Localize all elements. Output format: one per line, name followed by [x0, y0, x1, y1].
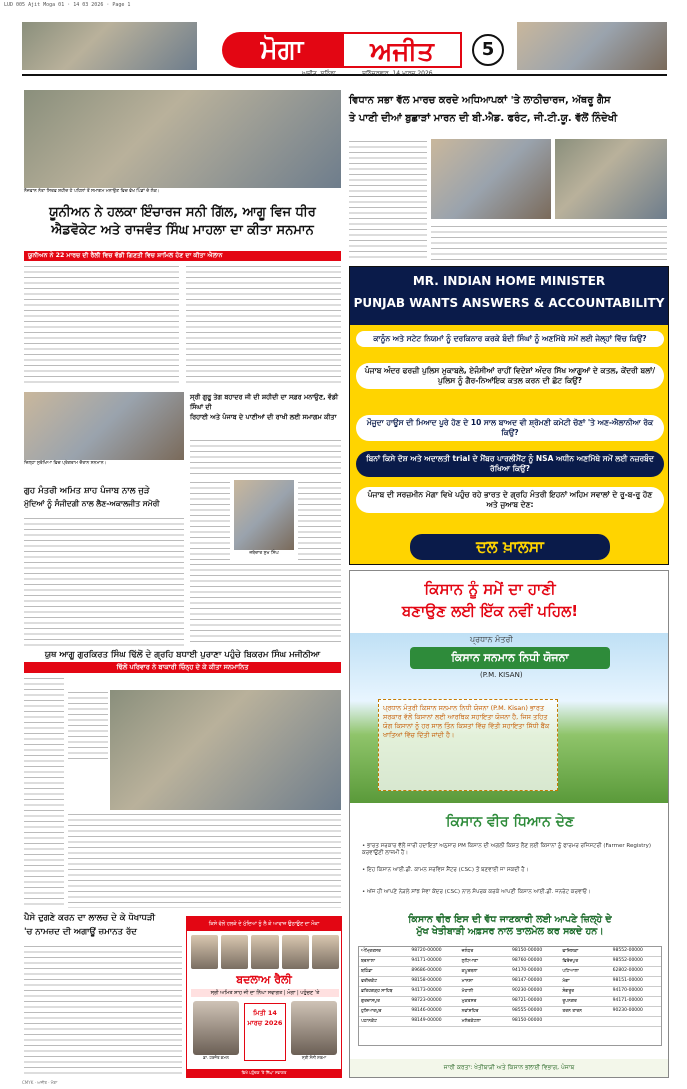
ad3-top-banner: ਕਿਸੇ ਵੱਲੋਂ ਹਲਕੇ ਦੇ ਮੁੱਦਿਆਂ ਨੂੰ ਲੈ ਕੇ ਆਵਾਜ਼ ਉਠਾਉਣ ਦਾ ਮੌਕਾ: [187, 917, 341, 931]
ad3-welcome-line: ਸ੍ਰੀ ਅਮਿਤ ਸ਼ਾਹ ਜੀ ਦਾ ਨਿੱਘਾ ਸਵਾਗਤ | ਮੋਗਾ | ਪਹੁੰਚਣ 'ਤੇ: [191, 989, 339, 997]
table-cell: 98149-00000: [411, 1018, 442, 1023]
table-cell: 98721-00000: [511, 998, 543, 1003]
table-cell: 98151-00000: [612, 978, 643, 983]
table-cell: ਕਪੂਰਥਲਾ: [461, 969, 478, 974]
story4-headline-2: ਰਿਹਾਈ ਅਤੇ ਪੰਜਾਬ ਦੇ ਪਾਣੀਆਂ ਦੀ ਰਾਖੀ ਲਈ ਸਮਾਗਮ ਕੀਤਾ: [190, 413, 337, 421]
ad2-bullet-2: • ਇਹ ਕਿਸਾਨ ਆਈ.ਡੀ. ਕਾਮਨ ਸਰਵਿਸ ਸੈਂਟਰ (CSC) ਤੋਂ ਬਣਵਾਈ ਜਾ ਸਕਦੀ ਹੈ।: [362, 867, 529, 873]
story5-headline: ਯੁਥ ਆਗੂ ਗੁਰਕਿਰਤ ਸਿੰਘ ਢਿੱਲੋਂ ਦੇ ਗ੍ਰਹਿ ਬਧਾਈ ਪੁਰਾਣਾ ਪਹੁੰਚੇ ਬਿਕਰਮ ਸਿੰਘ ਮਜੀਠੀਆ: [44, 650, 321, 660]
ad1-footer-logo: ਦਲ ਖ਼ਾਲਸਾ: [410, 534, 610, 560]
table-row: [359, 987, 661, 997]
table-cell: ਮੋਹਾਲੀ: [461, 989, 474, 994]
story2-body: [349, 139, 427, 259]
table-cell: ਪਟਿਆਲਾ: [562, 969, 579, 974]
ad2-cta: [362, 914, 658, 938]
ad2-scheme-name: ਕਿਸਾਨ ਸਨਮਾਨ ਨਿਧੀ ਯੋਜਨਾ: [410, 647, 610, 669]
ad2-headline-1: ਕਿਸਾਨ ਨੂੰ ਸਮੇਂ ਦਾ ਹਾਣੀ: [424, 580, 556, 598]
table-cell: ਫਿਰੋਜ਼ਪੁਰ: [562, 959, 579, 964]
ad1-question-3: ਮੌਜੂਦਾ ਹਾਊਸ ਦੀ ਮਿਆਦ ਪੂਰੇ ਹੋਣ ਦੇ 10 ਸਾਲ ਬਾਅਦ ਵੀ ਸ਼੍ਰੋਮਣੀ ਕਮੇਟੀ ਚੋਣਾਂ 'ਤੇ ਅਣ-ਐਲਾਨੀਆ ਰੋਕ ਕਿਉਂ?: [356, 415, 664, 441]
story6-headline-2: 'ਚ ਨਾਮਜ਼ਦ ਦੀ ਅਗਾਊਂ ਜ਼ਮਾਨਤ ਰੱਦ: [24, 927, 137, 937]
table-cell: 89686-00000: [411, 968, 442, 973]
story2-photo-1: [431, 139, 551, 219]
ad-badlav-rally: [186, 916, 342, 1078]
table-row: [359, 1017, 661, 1027]
ad2-bullet-1: • ਭਾਰਤ ਸਰਕਾਰ ਵੱਲੋਂ ਜਾਰੀ ਹਦਾਇਤਾਂ ਅਨੁਸਾਰ PM ਕਿਸਾਨ ਦੀ ਅਗਲੀ ਕਿਸ਼ਤ ਲੈਣ ਲਈ ਕਿਸਾਨਾਂ ਨੂੰ ਫਾਰਮਰ ਰਜਿਸਟਰੀ (Farmer Registry) ਕਰਵਾਉਣੀ ਲਾਜ਼ਮੀ ਹੈ।: [362, 843, 652, 856]
ad2-pm-kisan: (P.M. KISAN): [480, 671, 523, 679]
table-cell: 62802-00000: [612, 968, 643, 973]
table-row: [359, 1007, 661, 1017]
table-cell: 90230-00000: [511, 988, 543, 993]
story1-body-right: [186, 264, 341, 384]
table-cell: 98150-00000: [511, 1018, 543, 1023]
ad3-person-left: [193, 1001, 239, 1055]
table-cell: [560, 1017, 610, 1026]
table-cell: ਫ਼ਤਿਹਗੜ੍ਹ ਸਾਹਿਬ: [361, 989, 393, 994]
ad3-rally-name: ਬਦਲਾਅ ਰੈਲੀ: [236, 973, 292, 986]
table-cell: ਗੁਰਦਾਸਪੁਰ: [361, 999, 380, 1004]
ad3-caption-right: ਸ੍ਰੀ ਸੋਨੀ ਸ਼ਰਮਾ: [301, 1055, 327, 1060]
page-number: 5: [472, 34, 504, 66]
table-cell: 94171-00000: [411, 958, 442, 963]
story2-headline-2: ਤੇ ਪਾਣੀ ਦੀਆਂ ਬੁਛਾੜਾਂ ਮਾਰਨ ਦੀ ਬੀ.ਐਡ. ਫਰੰਟ, ਜੀ.ਟੀ.ਯੂ. ਵੱਲੋਂ ਨਿੰਦੇਖੀ: [349, 113, 618, 124]
story5-body-mid: [68, 690, 108, 760]
story4-body-right: [298, 480, 341, 560]
table-cell: 98147-00000: [511, 978, 543, 983]
story4-body-top: [190, 438, 341, 478]
story1-body-left: [24, 264, 179, 384]
ad3-photo: [251, 935, 278, 969]
story4-body-bottom: [190, 562, 341, 646]
ad1-question-1: ਕਾਨੂੰਨ ਅਤੇ ਸਟੇਟ ਨਿਯਮਾਂ ਨੂੰ ਦਰਕਿਨਾਰ ਕਰਕੇ ਬੰਦੀ ਸਿੰਘਾਂ ਨੂੰ ਅਣਮਿੱਥੇ ਸਮੇਂ ਲਈ ਜੇਲ੍ਹਾਂ ਵਿੱਚ ਕਿਉਂ?: [356, 331, 664, 347]
table-cell: 94171-00000: [612, 998, 643, 1003]
table-cell: ਜਲੰਧਰ: [461, 949, 474, 954]
story5-body-left: [24, 676, 64, 906]
table-row: [359, 957, 661, 967]
page-footer: CMYK · ਅਜੀਤ · ਮੋਗਾ: [22, 1080, 58, 1085]
ad-pm-kisan: [349, 570, 669, 1078]
story3-headline-2: ਮੁੱਦਿਆਂ ਨੂੰ ਸੰਜੀਦਗੀ ਨਾਲ ਲੈਣ-ਅਕਾਲਜੀਤ ਸਮੋਰੀ: [24, 499, 160, 508]
story4-portrait-caption: ਜਥੇਦਾਰ ਸੁਖ ਸਿੰਘ: [249, 551, 279, 556]
ad2-notice-title: ਕਿਸਾਨ ਵੀਰ ਧਿਆਨ ਦੇਣ: [445, 814, 575, 830]
table-cell: ਫਾਜ਼ਿਲਕਾ: [562, 949, 579, 954]
masthead-title: [222, 32, 522, 77]
table-row: [359, 947, 661, 957]
ad3-photo: [221, 935, 248, 969]
ad3-person-right: [291, 1001, 337, 1055]
ad2-pm-label: ਪ੍ਰਧਾਨ ਮੰਤਰੀ: [470, 635, 513, 644]
story5-body-bottom: [68, 812, 341, 908]
ad3-photo-row: [191, 935, 339, 969]
story3-caption: ਜ਼ਿਲ੍ਹਾ ਸੁਰੱਖਿਆ ਵਿਚ ਪ੍ਰੋਗਰਾਮ ਦੌਰਾਨ ਸਨਮਾਨ।: [24, 461, 107, 466]
story3-body: [24, 516, 184, 646]
ad1-title-2: PUNJAB WANTS ANSWERS & ACCOUNTABILITY: [353, 296, 665, 310]
table-cell: 98158-00000: [411, 978, 442, 983]
story4-body-left: [190, 480, 230, 560]
story1-photo: [24, 90, 341, 188]
table-cell: ਮੋਗਾ: [562, 979, 570, 984]
ad2-description-box: ਪ੍ਰਧਾਨ ਮੰਤਰੀ ਕਿਸਾਨ ਸਨਮਾਨ ਨਿਧੀ ਯੋਜਨਾ (P.M. Kisan) ਭਾਰਤ ਸਰਕਾਰ ਵੱਲੋਂ ਕਿਸਾਨਾਂ ਲਈ ਆਰਥਿਕ ਸਹਾਇਤਾ ਯੋਜਨਾ ਹੈ, ਜਿਸ ਤਹਿਤ ਯੋਗ ਕਿਸਾਨਾਂ ਨੂੰ ਹਰ ਸਾਲ ਤਿੰਨ ਕਿਸ਼ਤਾਂ ਵਿੱਚ ਵਿੱਤੀ ਸਹਾਇਤਾ ਸਿੱਧੀ ਬੈਂਕ ਖਾਤਿਆਂ ਵਿੱਚ ਦਿੱਤੀ ਜਾਂਦੀ ਹੈ।: [378, 699, 558, 791]
masthead-ajit: ਅਜੀਤ: [342, 32, 462, 68]
table-row: [359, 977, 661, 987]
story1-headline-1: ਯੂਨੀਅਨ ਨੇ ਹਲਕਾ ਇੰਚਾਰਜ ਸਨੀ ਗਿੱਲ, ਆਗੂ ਵਿਜ ਧੀਰ: [49, 205, 316, 220]
table-row: [359, 967, 661, 977]
story4-portrait: [234, 480, 294, 550]
table-cell: 98555-00000: [511, 1008, 543, 1013]
table-cell: ਫਰੀਦਕੋਟ: [361, 979, 378, 984]
print-meta: LUD 005 Ajit Moga 01 · 14 03 2026 · Page 1: [4, 2, 131, 8]
story1-strip: ਯੂਨੀਅਨ ਨੇ 22 ਮਾਰਚ ਦੀ ਰੈਲੀ ਵਿਚ ਵੱਡੀ ਗਿਣਤੀ ਵਿਚ ਸ਼ਾਮਿਲ ਹੋਣ ਦਾ ਕੀਤਾ ਐਲਾਨ: [24, 251, 341, 261]
story6-body: [24, 944, 182, 1074]
table-cell: 98552-00000: [612, 958, 643, 963]
story1-headline-2: ਐਡਵੋਕੇਟ ਅਤੇ ਰਾਜਵੰਤ ਸਿੰਘ ਮਾਹਲਾ ਦਾ ਕੀਤਾ ਸਨਮਾਨ: [51, 223, 314, 238]
table-cell: 94170-00000: [612, 988, 643, 993]
ad3-photo: [282, 935, 309, 969]
table-cell: 94173-00000: [411, 988, 442, 993]
table-cell: ਪਠਾਨਕੋਟ: [361, 1019, 377, 1024]
ad2-contact-table: [358, 946, 662, 1046]
table-cell: 98760-00000: [511, 958, 543, 963]
table-cell: 98146-00000: [411, 1008, 442, 1013]
table-cell: ਸੰਗਰੂਰ: [562, 989, 575, 994]
ad2-headline-2: ਬਣਾਉਣ ਲਈ ਇੱਕ ਨਵੀਂ ਪਹਿਲ!: [401, 602, 579, 620]
ad1-question-5: ਪੰਜਾਬ ਦੀ ਸਰਜ਼ਮੀਨ ਮੋਗਾ ਵਿਖੇ ਪਹੁੰਚ ਰਹੇ ਭਾਰਤ ਦੇ ਗ੍ਰਹਿ ਮੰਤਰੀ ਇਹਨਾਂ ਅਹਿਮ ਸਵਾਲਾਂ ਦੇ ਰੂ-ਬ-ਰੂ ਹੋਣ ਅਤੇ ਜੁਆਬ ਦੇਣ:: [356, 487, 664, 513]
ad3-caption-left: ਡਾ. ਹਰਜੋਤ ਕਮਲ: [203, 1055, 229, 1060]
table-cell: ਹੁਸ਼ਿਆਰਪੁਰ: [361, 1009, 382, 1014]
table-cell: ਨਵਾਂਸ਼ਹਿਰ: [461, 1009, 479, 1014]
story2-headline-1: ਵਿਧਾਨ ਸਭਾ ਵੱਲ ਮਾਰਚ ਕਰਦੇ ਅਧਿਆਪਕਾਂ 'ਤੇ ਲਾਠੀਚਾਰਜ, ਅੱਥਰੂ ਗੈਸ: [349, 95, 611, 106]
table-cell: [611, 1017, 661, 1026]
story3-photo: [24, 392, 184, 460]
story2-body-2: [431, 224, 667, 260]
ad-dal-khalsa: [349, 266, 669, 565]
masthead-photo-right: [517, 22, 667, 70]
table-cell: ਅੰਮ੍ਰਿਤਸਰ: [361, 949, 381, 954]
ad3-date: ਮਿਤੀ 14 ਮਾਰਚ 2026: [244, 1003, 286, 1061]
ad3-bottom-banner: ਵਿਖੇ ਪਹੁੰਚਣ 'ਤੇ ਨਿੱਘਾ ਸਵਾਗਤ: [187, 1069, 341, 1077]
story6-headline-1: ਪੈਸੇ ਦੁਗਣੇ ਕਰਨ ਦਾ ਲਾਲਚ ਦੇ ਕੇ ਧੋਖਾਧੜੀ: [24, 913, 156, 923]
table-cell: ਤਰਨ ਤਾਰਨ: [562, 1009, 582, 1014]
table-cell: 98552-00000: [612, 948, 643, 953]
story4-headline-1: ਸ੍ਰੀ ਗੁਰੂ ਤੇਗ ਬਹਾਦਰ ਜੀ ਦੀ ਸ਼ਹੀਦੀ ਦਾ ਸਫ਼ਰ ਮਨਾਉਣ, ਵੱਡੀ ਸਿੰਘਾਂ ਦੀ: [190, 393, 339, 411]
table-cell: ਮੁਕਤਸਰ: [461, 999, 477, 1004]
story5-photo: [110, 690, 341, 810]
ad1-title-1: MR. INDIAN HOME MINISTER: [412, 274, 606, 288]
table-cell: 90230-00000: [612, 1008, 643, 1013]
table-cell: 98720-00000: [411, 948, 442, 953]
table-cell: 98723-00000: [411, 998, 442, 1003]
ad1-title: [350, 267, 668, 325]
masthead-sub: ਅਜੀਤ, ਬਠਿੰਡਾ: [302, 70, 336, 77]
ad2-bullet-3: • ਅੱਜ ਹੀ ਆਪਣੇ ਨੇੜਲੇ ਸਾਂਝ ਸੇਵਾ ਕੇਂਦਰ (CSC) ਨਾਲ ਸੰਪਰਕ ਕਰਕੇ ਆਪਣੀ ਕਿਸਾਨ ਆਈ.ਡੀ. ਜਨਰੇਟ ਕਰਵਾਓ।: [362, 889, 591, 895]
ad3-photo: [191, 935, 218, 969]
table-cell: ਮਾਨਸਾ: [461, 979, 474, 984]
masthead-date: ਸ਼ਨਿੱਚਰਵਾਰ, 14 ਮਾਰਚ 2026: [362, 70, 433, 77]
masthead: [22, 14, 667, 76]
ad2-footer: ਜਾਰੀ ਕਰਤਾ: ਖੇਤੀਬਾੜੀ ਅਤੇ ਕਿਸਾਨ ਭਲਾਈ ਵਿਭਾਗ, ਪੰਜਾਬ: [350, 1059, 668, 1077]
table-row: [359, 997, 661, 1007]
ad2-cta-1: ਕਿਸਾਨ ਵੀਰ ਇਸ ਦੀ ਵੱਧ ਜਾਣਕਾਰੀ ਲਈ ਆਪਣੇ ਜ਼ਿਲ੍ਹੇ ਦੇ: [408, 914, 612, 925]
table-cell: 98150-00000: [511, 948, 543, 953]
table-cell: ਬਰਨਾਲਾ: [361, 959, 376, 964]
table-cell: ਮਲੇਰਕੋਟਲਾ: [461, 1019, 481, 1024]
ad1-question-4: ਬਿਨਾਂ ਕਿਸੇ ਦੋਸ਼ ਅਤੇ ਅਦਾਲਤੀ trial ਦੇ ਮੈਂਬਰ ਪਾਰਲੀਮੈਂਟ ਨੂੰ NSA ਅਧੀਨ ਅਣਮਿੱਥੇ ਸਮੇਂ ਲਈ ਨਜ਼ਰਬੰਦ ਰੱਖਿਆ ਕਿਉਂ?: [356, 451, 664, 477]
story5-strip: ਢਿੱਲੋਂ ਪਰਿਵਾਰ ਨੇ ਬਾਕਾਰੀ ਚਿੰਨ੍ਹ ਦੇ ਕੇ ਕੀਤਾ ਸਨਮਾਨਿਤ: [24, 662, 341, 673]
table-cell: 94170-00000: [511, 968, 543, 973]
table-cell: ਲੁਧਿਆਣਾ: [461, 959, 479, 964]
story1-caption: ਨੌਜਵਾਨ ਨੇਤਾ ਸਿਰਫ਼ ਸ਼ਹੀਦ ਹੋ ਪਹਿਲਾਂ ਤੋਂ ਸਮਾਗਮ ਮਨਾਉਣ ਵਿਚ ਵੱਖ ਪਿੰਡਾਂ ਦੇ ਲੋਕ।: [24, 189, 160, 194]
masthead-photo-left: [22, 22, 197, 70]
ad3-photo: [312, 935, 339, 969]
story3-headline-1: ਗੁਹ ਮੰਤਰੀ ਅਮਿਤ ਸ਼ਾਹ ਪੰਜਾਬ ਨਾਲ ਜੁੜੇ: [24, 486, 150, 496]
story2-photo-2: [555, 139, 667, 219]
masthead-moga: ਮੋਗਾ: [222, 32, 342, 68]
ad1-question-2: ਪੰਜਾਬ ਅੰਦਰ ਫਰਜ਼ੀ ਪੁਲਿਸ ਮੁਕਾਬਲੇ, ਏਜੰਸੀਆਂ ਰਾਹੀਂ ਵਿਦੇਸ਼ਾਂ ਅੰਦਰ ਸਿੱਖ ਆਗੂਆਂ ਦੇ ਕਤਲ, ਕੇਂਦਰੀ ਬਲਾਂ/ਪੁਲਿਸ ਨੂੰ ਗੈਰ-ਨਿਆਂਇਕ ਕਤਲ ਕਰਨ ਦੀ ਛੋਟ ਕਿਉਂ?: [356, 363, 664, 389]
ad2-cta-2: ਮੁੱਖ ਖੇਤੀਬਾੜੀ ਅਫ਼ਸਰ ਨਾਲ ਤਾਲਮੇਲ ਕਰ ਸਕਦੇ ਹਨ।: [416, 926, 604, 937]
table-cell: ਰੂਪਨਗਰ: [562, 999, 577, 1004]
table-cell: ਬਠਿੰਡਾ: [361, 969, 373, 974]
